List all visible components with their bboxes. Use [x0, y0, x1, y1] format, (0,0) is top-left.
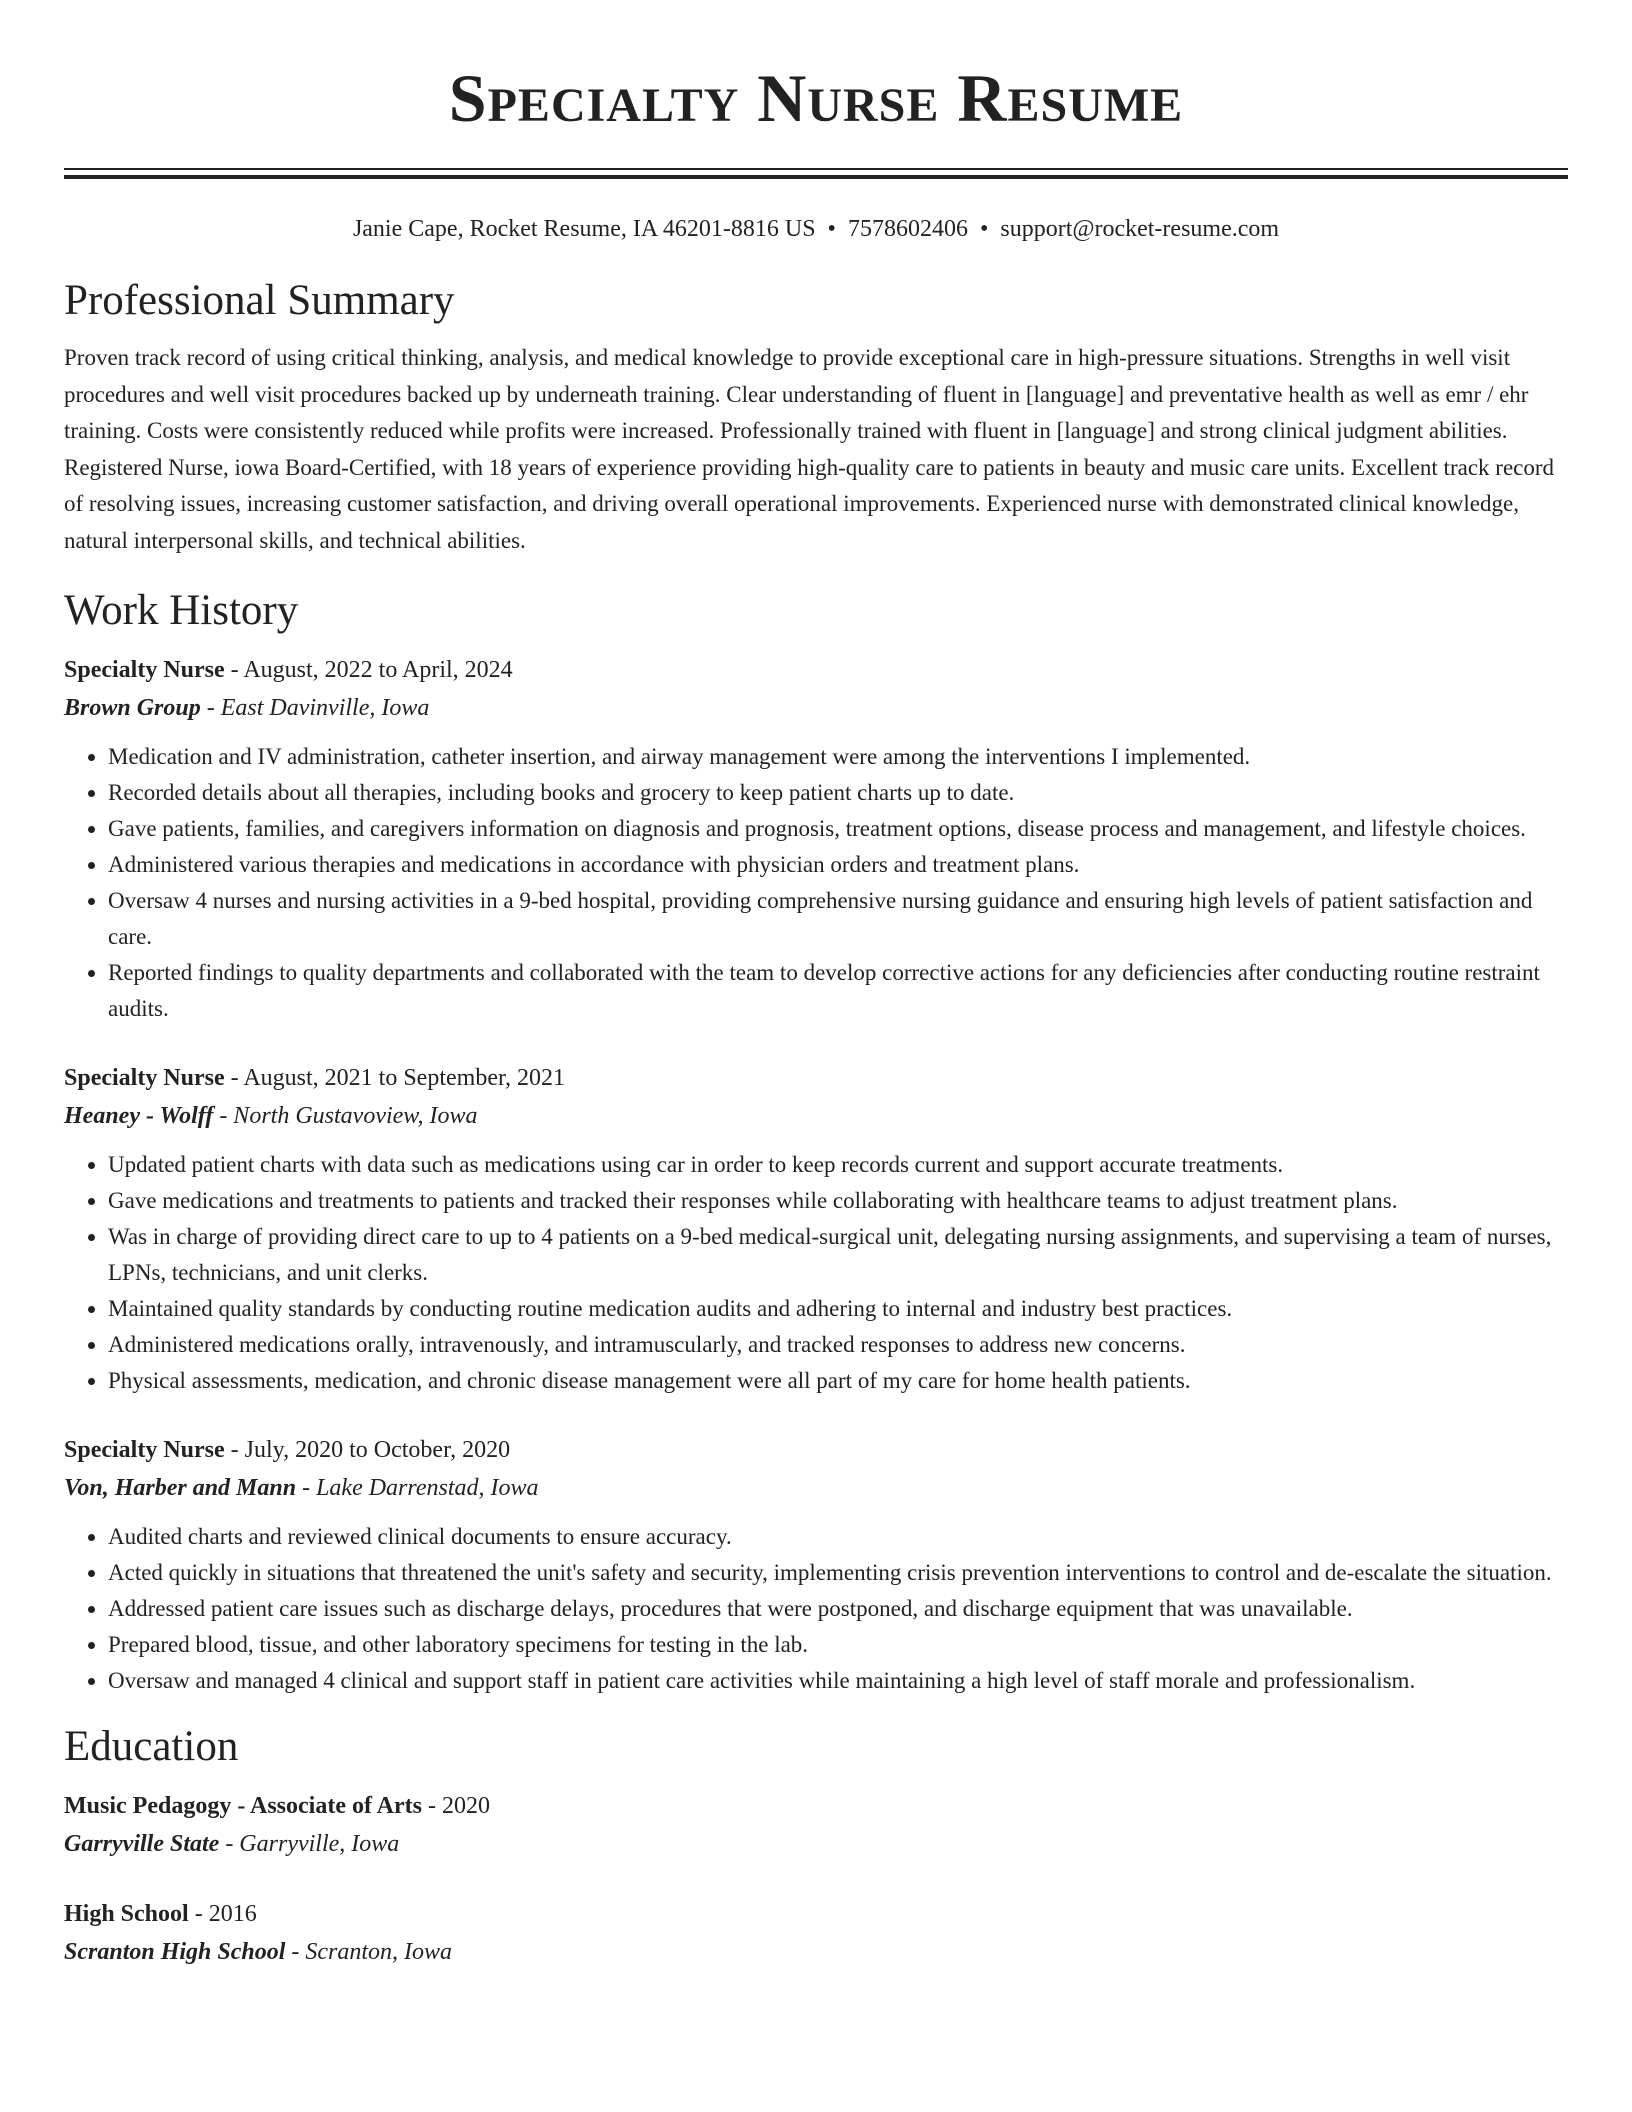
education-school: Scranton High School — [64, 1939, 286, 1965]
education-location: - Garryville, Iowa — [219, 1831, 400, 1857]
divider-thin-line — [64, 168, 1568, 170]
list-item: • Oversaw 4 nurses and nursing activities in a 9-bed hospital, providing comprehensive nursing guidance and ensuring high levels of patient satisfaction and care. — [108, 883, 1568, 955]
job-entry — [64, 1059, 1568, 1399]
job-duties-list — [64, 1147, 1568, 1399]
education-degree: High School — [64, 1901, 189, 1927]
education-year: - 2016 — [188, 1901, 257, 1927]
education-school-line — [64, 1825, 1568, 1863]
page-title: Specialty Nurse Resume — [448, 60, 1184, 136]
summary-text: Proven track record of using critical thinking, analysis, and medical knowledge to provide exceptional care in high-pressure situations. Strengths in well visit procedures and well visit procedures backed up by underneath training. Clear understanding of fluent in [language] and preventative health as well as emr / ehr training. Costs were consistently reduced while profits were increased. Professionally trained with fluent in [language] and strong clinical judgment abilities. Registered Nurse, iowa Board-Certified, with 18 years of experience providing high-quality care to patients in beauty and music care units. Excellent track record of resolving issues, increasing customer satisfaction, and driving overall operational improvements. Experienced nurse with demonstrated clinical knowledge, natural interpersonal skills, and technical abilities. — [64, 345, 1555, 553]
list-item: • Gave patients, families, and caregivers information on diagnosis and prognosis, treatment options, disease process and management, and lifestyle choices. — [108, 811, 1568, 847]
list-item: • Reported findings to quality departments and collaborated with the team to develop corrective actions for any deficiencies after conducting routine restraint audits. — [108, 955, 1568, 1027]
list-item: • Oversaw and managed 4 clinical and support staff in patient care activities while maintaining a high level of staff morale and professionalism. — [108, 1663, 1568, 1699]
job-dates: - August, 2021 to September, 2021 — [224, 1065, 566, 1091]
job-title: Specialty Nurse — [64, 1065, 225, 1091]
summary-heading: Professional Summary — [64, 277, 455, 324]
contact-address: Janie Cape, Rocket Resume, IA 46201-8816 US — [352, 216, 816, 242]
list-item: • Recorded details about all therapies, including books and grocery to keep patient charts up to date. — [108, 775, 1568, 811]
education-entry — [64, 1787, 1568, 1863]
education-year: - 2020 — [421, 1793, 490, 1819]
list-item: • Physical assessments, medication, and chronic disease management were all part of my care for home health patients. — [108, 1363, 1568, 1399]
job-company-line — [64, 1469, 1568, 1507]
contact-email: support@rocket-resume.com — [1000, 216, 1280, 242]
header-divider — [64, 168, 1568, 179]
job-duties-list — [64, 739, 1568, 1027]
job-title: Specialty Nurse — [64, 657, 225, 683]
job-dates: - August, 2022 to April, 2024 — [224, 657, 513, 683]
job-company-line — [64, 689, 1568, 727]
job-title-line — [64, 651, 1568, 689]
job-location: - Lake Darrenstad, Iowa — [296, 1475, 539, 1501]
list-item: • Maintained quality standards by conducting routine medication audits and adhering to internal and industry best practices. — [108, 1291, 1568, 1327]
job-title-line — [64, 1431, 1568, 1469]
education-school: Garryville State — [64, 1831, 220, 1857]
list-item: • Administered medications orally, intravenously, and intramuscularly, and tracked responses to address new concerns. — [108, 1327, 1568, 1363]
job-company-line — [64, 1097, 1568, 1135]
education-degree-line — [64, 1895, 1568, 1933]
list-item: • Medication and IV administration, catheter insertion, and airway management were among the interventions I implemented. — [108, 739, 1568, 775]
education-degree: Music Pedagogy - Associate of Arts — [64, 1793, 422, 1819]
list-item: • Prepared blood, tissue, and other laboratory specimens for testing in the lab. — [108, 1627, 1568, 1663]
education-location: - Scranton, Iowa — [285, 1939, 453, 1965]
job-company: Von, Harber and Mann — [64, 1475, 297, 1501]
list-item: • Administered various therapies and medications in accordance with physician orders and treatment plans. — [108, 847, 1568, 883]
job-title: Specialty Nurse — [64, 1437, 225, 1463]
contact-separator: • — [979, 216, 989, 242]
job-location: - East Davinville, Iowa — [200, 695, 430, 721]
contact-line — [64, 213, 1568, 245]
job-dates: - July, 2020 to October, 2020 — [224, 1437, 511, 1463]
work-history-heading: Work History — [64, 587, 299, 634]
education-school-line — [64, 1933, 1568, 1971]
job-entry — [64, 1431, 1568, 1699]
education-entry — [64, 1895, 1568, 1971]
job-entry — [64, 651, 1568, 1027]
list-item: • Addressed patient care issues such as discharge delays, procedures that were postponed, and discharge equipment that was unavailable. — [108, 1591, 1568, 1627]
contact-phone: 7578602406 — [847, 216, 968, 242]
job-company: Brown Group — [64, 695, 201, 721]
list-item: • Audited charts and reviewed clinical documents to ensure accuracy. — [108, 1519, 1568, 1555]
job-title-line — [64, 1059, 1568, 1097]
divider-thick-line — [64, 175, 1568, 179]
list-item: • Updated patient charts with data such as medications using car in order to keep records current and support accurate treatments. — [108, 1147, 1568, 1183]
list-item: • Gave medications and treatments to patients and tracked their responses while collaborating with healthcare teams to adjust treatment plans. — [108, 1183, 1568, 1219]
education-degree-line — [64, 1787, 1568, 1825]
list-item: • Was in charge of providing direct care to up to 4 patients on a 9-bed medical-surgical unit, delegating nursing assignments, and supervising a team of nurses, LPNs, technicians, and unit clerks. — [108, 1219, 1568, 1291]
list-item: • Acted quickly in situations that threatened the unit's safety and security, implementing crisis prevention interventions to control and de-escalate the situation. — [108, 1555, 1568, 1591]
education-heading: Education — [64, 1723, 239, 1770]
contact-separator: • — [827, 216, 836, 242]
job-duties-list — [64, 1519, 1568, 1699]
job-location: - North Gustavoview, Iowa — [213, 1103, 478, 1129]
job-company: Heaney - Wolff — [64, 1103, 214, 1129]
